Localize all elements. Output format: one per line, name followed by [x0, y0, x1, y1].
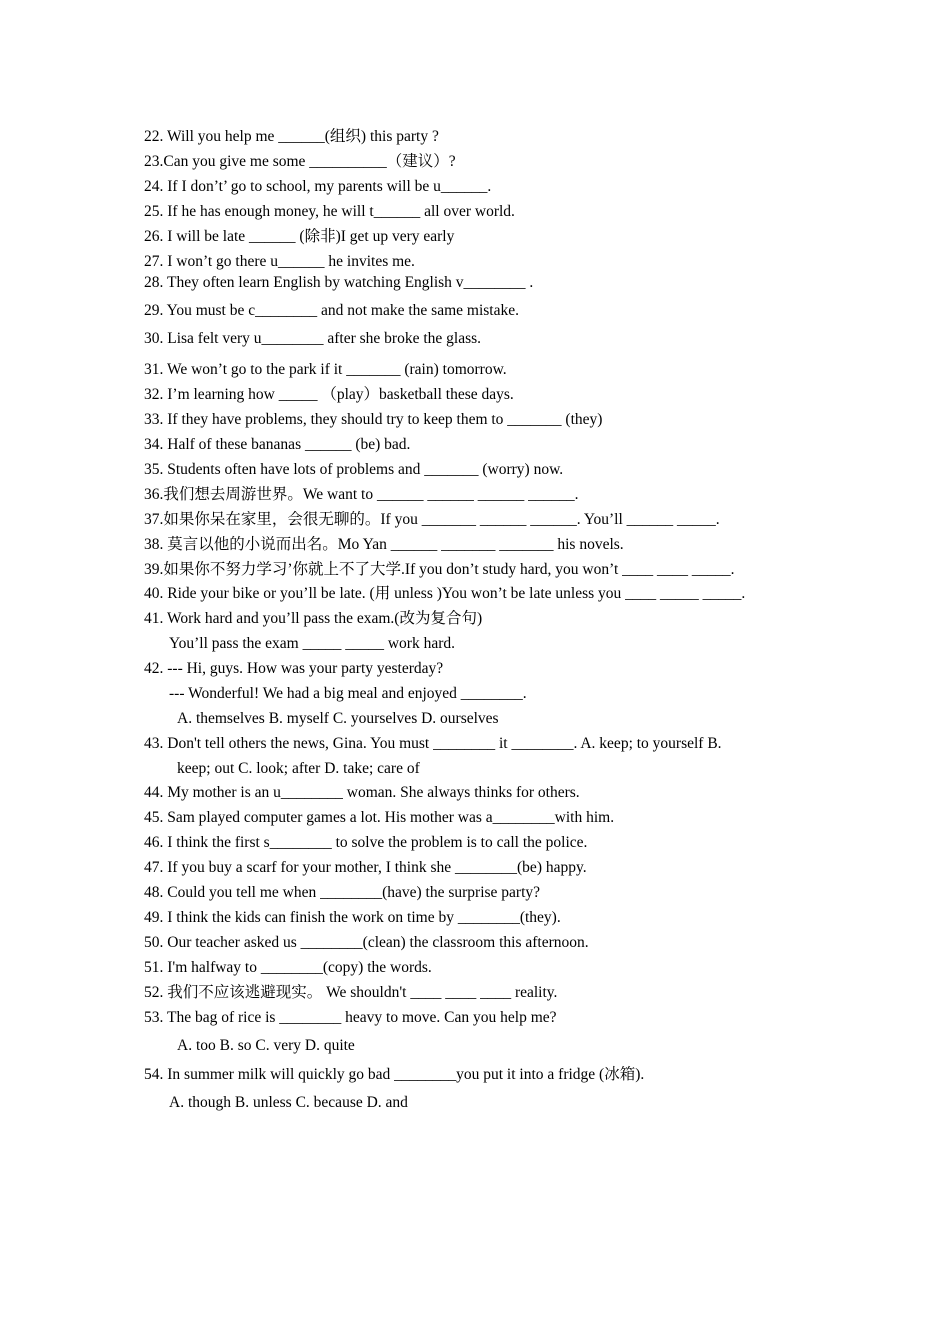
- question-27: 27. I won’t go there u______ he invites me.: [144, 253, 415, 270]
- question-54-options: A. though B. unless C. because D. and: [169, 1094, 408, 1111]
- question-25: 25. If he has enough money, he will t______ all over world.: [144, 203, 515, 220]
- question-53: 53. The bag of rice is ________ heavy to move. Can you help me?: [144, 1009, 557, 1026]
- question-29: 29. You must be c________ and not make the same mistake.: [144, 302, 519, 319]
- question-39: 39.如果你不努力学习’你就上不了大学.If you don’t study hard, you won’t ____ ____ _____.: [144, 561, 735, 578]
- question-45: 45. Sam played computer games a lot. His mother was a________with him.: [144, 809, 615, 826]
- question-38: 38. 莫言以他的小说而出名。Mo Yan ______ _______ _______ his novels.: [144, 536, 624, 553]
- question-33: 33. If they have problems, they should try to keep them to _______ (they): [144, 411, 603, 428]
- question-54: 54. In summer milk will quickly go bad ________you put it into a fridge (冰箱).: [144, 1066, 645, 1083]
- question-46: 46. I think the first s________ to solve the problem is to call the police.: [144, 834, 588, 851]
- question-49: 49. I think the kids can finish the work on time by ________(they).: [144, 909, 561, 926]
- question-26: 26. I will be late ______ (除非)I get up very early: [144, 228, 455, 245]
- question-41-answer: You’ll pass the exam _____ _____ work hard.: [169, 635, 456, 652]
- question-42: 42. --- Hi, guys. How was your party yesterday?: [144, 660, 444, 677]
- question-52: 52. 我们不应该逃避现实。 We shouldn't ____ ____ ____ reality.: [144, 984, 558, 1001]
- question-44: 44. My mother is an u________ woman. She always thinks for others.: [144, 784, 580, 801]
- question-37: 37.如果你呆在家里，会很无聊的。If you _______ ______ ______. You’ll ______ _____.: [144, 511, 720, 528]
- question-32: 32. I’m learning how _____ （play）basketball these days.: [144, 386, 514, 403]
- question-42-reply: --- Wonderful! We had a big meal and enjoyed ________.: [169, 685, 527, 702]
- question-41: 41. Work hard and you’ll pass the exam.(改为复合句): [144, 610, 483, 627]
- question-48: 48. Could you tell me when ________(have) the surprise party?: [144, 884, 541, 901]
- question-36: 36.我们想去周游世界。We want to ______ ______ ______ ______.: [144, 486, 579, 503]
- question-43-options: keep; out C. look; after D. take; care of: [177, 760, 420, 777]
- question-23: 23.Can you give me some __________（建议）?: [144, 153, 456, 170]
- question-40: 40. Ride your bike or you’ll be late. (用 unless )You won’t be late unless you ____ _____ _____.: [144, 585, 746, 602]
- question-22: 22. Will you help me ______(组织) this party ?: [144, 128, 439, 145]
- question-53-options: A. too B. so C. very D. quite: [177, 1037, 355, 1054]
- question-34: 34. Half of these bananas ______ (be) bad.: [144, 436, 411, 453]
- question-47: 47. If you buy a scarf for your mother, I think she ________(be) happy.: [144, 859, 587, 876]
- question-31: 31. We won’t go to the park if it _______ (rain) tomorrow.: [144, 361, 507, 378]
- question-43: 43. Don't tell others the news, Gina. You must ________ it ________. A. keep; to yourself B.: [144, 735, 722, 752]
- question-24: 24. If I don’t’ go to school, my parents will be u______.: [144, 178, 492, 195]
- question-28: 28. They often learn English by watching English v________ .: [144, 274, 534, 291]
- question-35: 35. Students often have lots of problems and _______ (worry) now.: [144, 461, 564, 478]
- question-30: 30. Lisa felt very u________ after she broke the glass.: [144, 330, 482, 347]
- question-50: 50. Our teacher asked us ________(clean) the classroom this afternoon.: [144, 934, 589, 951]
- question-51: 51. I'm halfway to ________(copy) the words.: [144, 959, 432, 976]
- question-42-options: A. themselves B. myself C. yourselves D. ourselves: [177, 710, 499, 727]
